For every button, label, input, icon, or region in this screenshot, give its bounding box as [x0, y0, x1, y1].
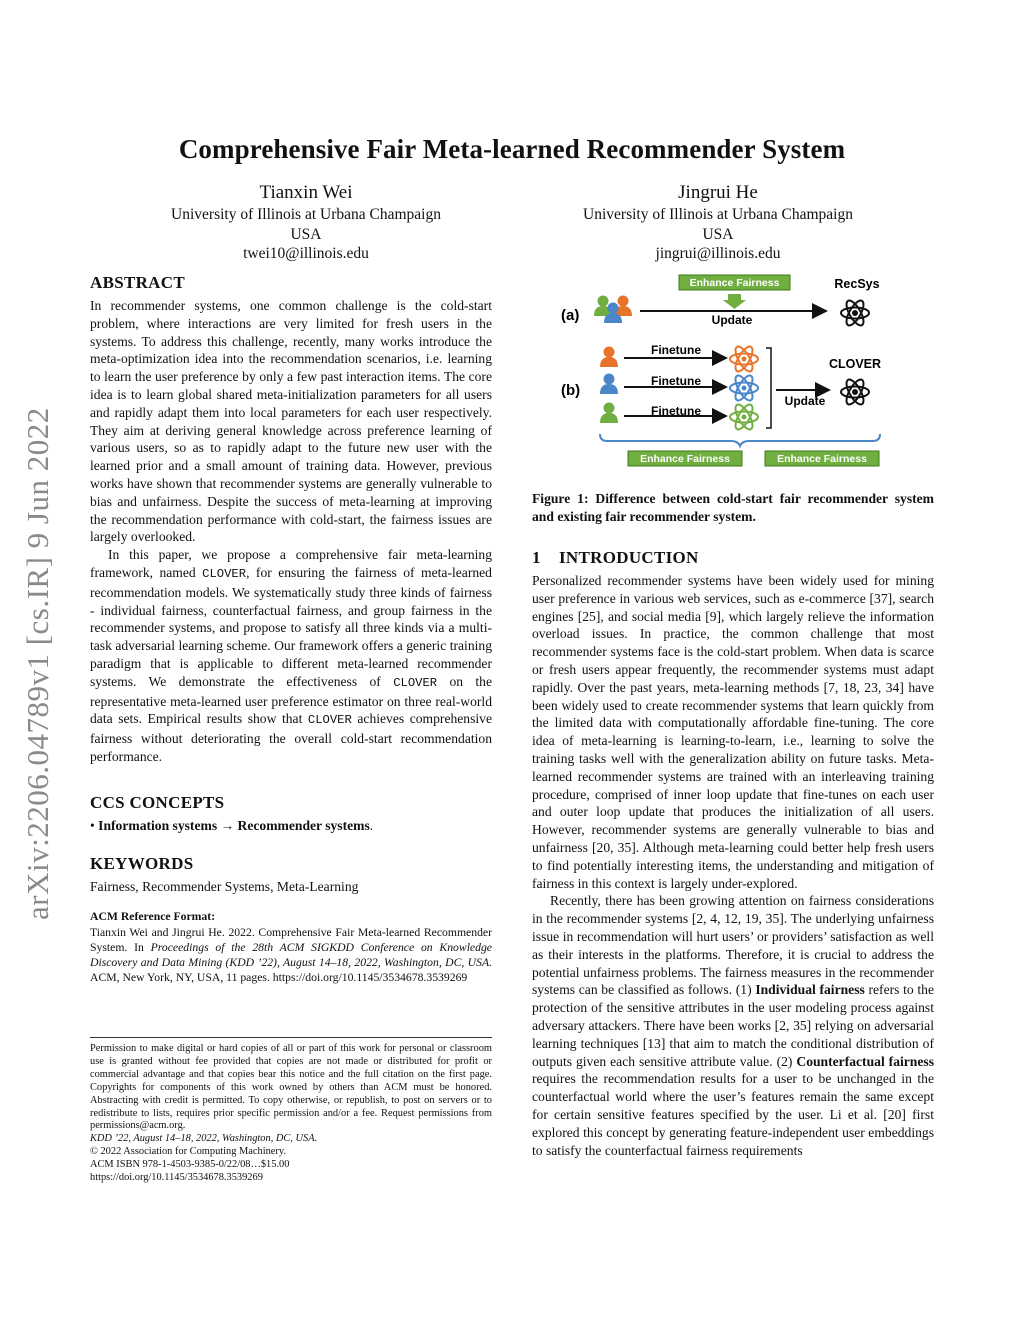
- footnote-divider: [90, 1037, 492, 1038]
- ccs-heading: CCS CONCEPTS: [90, 793, 225, 812]
- bracket: [766, 348, 771, 428]
- permission-notice: [90, 1043, 492, 1185]
- update-label-b: Update: [784, 394, 826, 408]
- enhance-fairness-label-a: Enhance Fairness: [689, 277, 780, 289]
- author-email: jingrui@illinois.edu: [655, 245, 781, 262]
- finetune-label-3: Finetune: [651, 404, 701, 418]
- intro-paragraph-2: Recently, there has been growing attention on fairness considerations in the recommender systems [2, 4, 12, 19, 35]. The underlying unfairness issue in recommendation will hurt users’ or providers’ satisfaction as well as their interests in the platforms. Therefore, it is crucial to address the potential unfairness problems. The fairness measures in the recommender systems can be classified as follows. (1) Individual fairness refers to the protection of the sensitive attributes in the user modeling process against adversary attackers. There have been works [2, 35] relying on adversarial learning techniques [13] that aim to match the conditional distribution of outputs given each sensitive attribute value. (2) Counterfactual fairness requires the recommendation results for a user to be unchanged in the counterfactual world where the user’s features remain the same except for certain sensitive features specified by the user. Li et al. [20] first explored this concept by generating feature-independent user embeddings to satisfy the counterfactual fairness requirements: [532, 893, 934, 1158]
- atom-icon-green: [730, 402, 758, 432]
- keywords-heading: KEYWORDS: [90, 854, 194, 873]
- abstract-body: [90, 297, 492, 766]
- recsys-atom-icon: [841, 298, 869, 328]
- clover-atom-icon: [841, 377, 869, 407]
- isbn-line: ACM ISBN 978-1-4503-9385-0/22/08…$15.00: [90, 1159, 290, 1171]
- clover-label: CLOVER: [828, 357, 882, 371]
- author-affiliation: University of Illinois at Urbana Champaign: [171, 206, 441, 223]
- keywords-text: Fairness, Recommender Systems, Meta-Learning: [90, 879, 359, 894]
- conference-line: KDD ’22, August 14–18, 2022, Washington, DC, USA.: [90, 1133, 318, 1145]
- abstract-paragraph-1: In recommender systems, one common challenge is the cold-start problem, where interactions are very limited for fresh users in the systems. To address this challenge, recently, many works introduce the meta-optimization idea into the recommendation scenarios, i.e. learning to learn the user preference by only a few past interaction items. The core idea is to learn global shared meta-initialization parameters for all users and rapidly adapt them into local parameters for each user respectively. They aim at deriving general knowledge across preference learning of various users, so as to rapidly adapt to the future new user with the learned prior and a small amount of training data. However, previous works have shown that recommender systems are generally vulnerable to bias and unfairness. Despite the success of meta-learning at improving the recommendation performance with cold-start, the fairness issues are largely overlooked.: [90, 298, 492, 545]
- recsys-label: RecSys: [834, 277, 880, 291]
- copyright-line: © 2022 Association for Computing Machinery.: [90, 1146, 286, 1158]
- enhance-fairness-label-b1: Enhance Fairness: [640, 453, 730, 465]
- intro-heading: 1 INTRODUCTION: [532, 548, 699, 567]
- arxiv-identifier: arXiv:2206.04789v1 [cs.IR] 9 Jun 2022: [20, 407, 55, 920]
- down-arrow-icon: [723, 294, 746, 309]
- fig-label-a: (a): [561, 307, 580, 324]
- reference-heading: ACM Reference Format:: [90, 910, 216, 923]
- figure-1: [540, 268, 940, 473]
- paper-title: Comprehensive Fair Meta-learned Recommender System: [178, 134, 846, 164]
- abstract-heading: ABSTRACT: [90, 273, 185, 292]
- update-label-a: Update: [711, 313, 753, 327]
- atom-icon-orange: [730, 344, 758, 374]
- permission-text: Permission to make digital or hard copies of all or part of this work for personal or classroom use is granted without fee provided that copies are not made or distributed for profit or commercial advantage and that copies bear this notice and the full citation on the first page. Copyrights for components of this work owned by others than ACM must be honored. Abstracting with credit is permitted. To copy otherwise, or republish, to post on servers or to redistribute to lists, requires prior specific permission and/or a fee. Request permissions from permissions@acm.org.: [90, 1043, 492, 1132]
- user-icon-orange: [600, 347, 618, 368]
- user-icon-green: [600, 403, 618, 424]
- intro-paragraph-1: Personalized recommender systems have been widely used for mining user preference in various web services, such as e-commerce [37], search engines [25], and social media [9], which largely relieve the information overload issues. In practice, the common challenge that most recommender systems face is the cold-start problem. When data is scarce or fresh users appear frequently, the recommender systems must adapt rapidly. Over the past years, meta-learning methods [7, 18, 23, 34] have been widely used to create recommender systems that learn quickly from the limited data with computationally affordable fine-tuning. The core idea of meta-learning is learning-to-learn, i.e., learning to solve the training tasks well with the generalization ability on future tasks. Meta-learned recommender systems are trained with an interleaving training procedure, comprised of inner loop update that fine-tunes on each user and outer loop update that produces the initialization of all users. However, recommender systems are generally vulnerable to bias and unfairness [20, 35]. Although meta-learning could better help fresh users to find potentially interesting items, the understanding and mitigation of fairness in this context is largely under-explored.: [532, 573, 934, 891]
- author-country: USA: [290, 225, 322, 243]
- author-name: Jingrui He: [678, 182, 758, 203]
- atom-icon-blue: [730, 373, 758, 403]
- author-email: twei10@illinois.edu: [243, 245, 369, 262]
- ccs-concepts: • Information systems → Recommender systems.: [90, 818, 374, 833]
- figure-caption: Figure 1: Difference between cold-start fair recommender system and existing fair recommender system.: [532, 491, 934, 524]
- author-block-1: [100, 181, 512, 264]
- reference-text: Tianxin Wei and Jingrui He. 2022. Comprehensive Fair Meta-learned Recommender System. In Proceedings of the 28th ACM SIGKDD Conference on Knowledge Discovery and Data Mining (KDD ’22), August 14–18, 2022, Washington, DC, USA. ACM, New York, NY, USA, 11 pages. https://doi.org/10.1145/3534678.3539269: [90, 926, 492, 984]
- intro-body: [532, 572, 934, 1159]
- finetune-label-1: Finetune: [651, 343, 701, 357]
- author-country: USA: [702, 225, 734, 243]
- fig-label-b: (b): [561, 382, 581, 399]
- fairness-brace: [600, 434, 880, 446]
- user-group-icon: [594, 296, 632, 324]
- author-block-2: [512, 181, 924, 264]
- author-affiliation: University of Illinois at Urbana Champaign: [583, 206, 853, 223]
- doi-line[interactable]: https://doi.org/10.1145/3534678.3539269: [90, 1172, 263, 1184]
- user-icon-blue: [600, 374, 618, 395]
- enhance-fairness-label-b2: Enhance Fairness: [777, 453, 867, 465]
- author-name: Tianxin Wei: [259, 182, 353, 203]
- finetune-label-2: Finetune: [651, 374, 701, 388]
- abstract-paragraph-2: In this paper, we propose a comprehensive fair meta-learning framework, named CLOVER, for ensuring the fairness of meta-learned recommendation models. We systematically study three kinds of fairness - individual fairness, counterfactual fairness, and group fairness in the recommender systems, and propose to satisfy all three kinds via a multi-task adversarial learning scheme. Our framework offers a generic training paradigm that is applicable to different meta-learned recommender systems. We demonstrate the effectiveness of CLOVER on the representative meta-learned user preference estimator on three real-world data sets. Empirical results show that CLOVER achieves comprehensive fairness without deteriorating the overall cold-start recommendation performance.: [90, 547, 493, 764]
